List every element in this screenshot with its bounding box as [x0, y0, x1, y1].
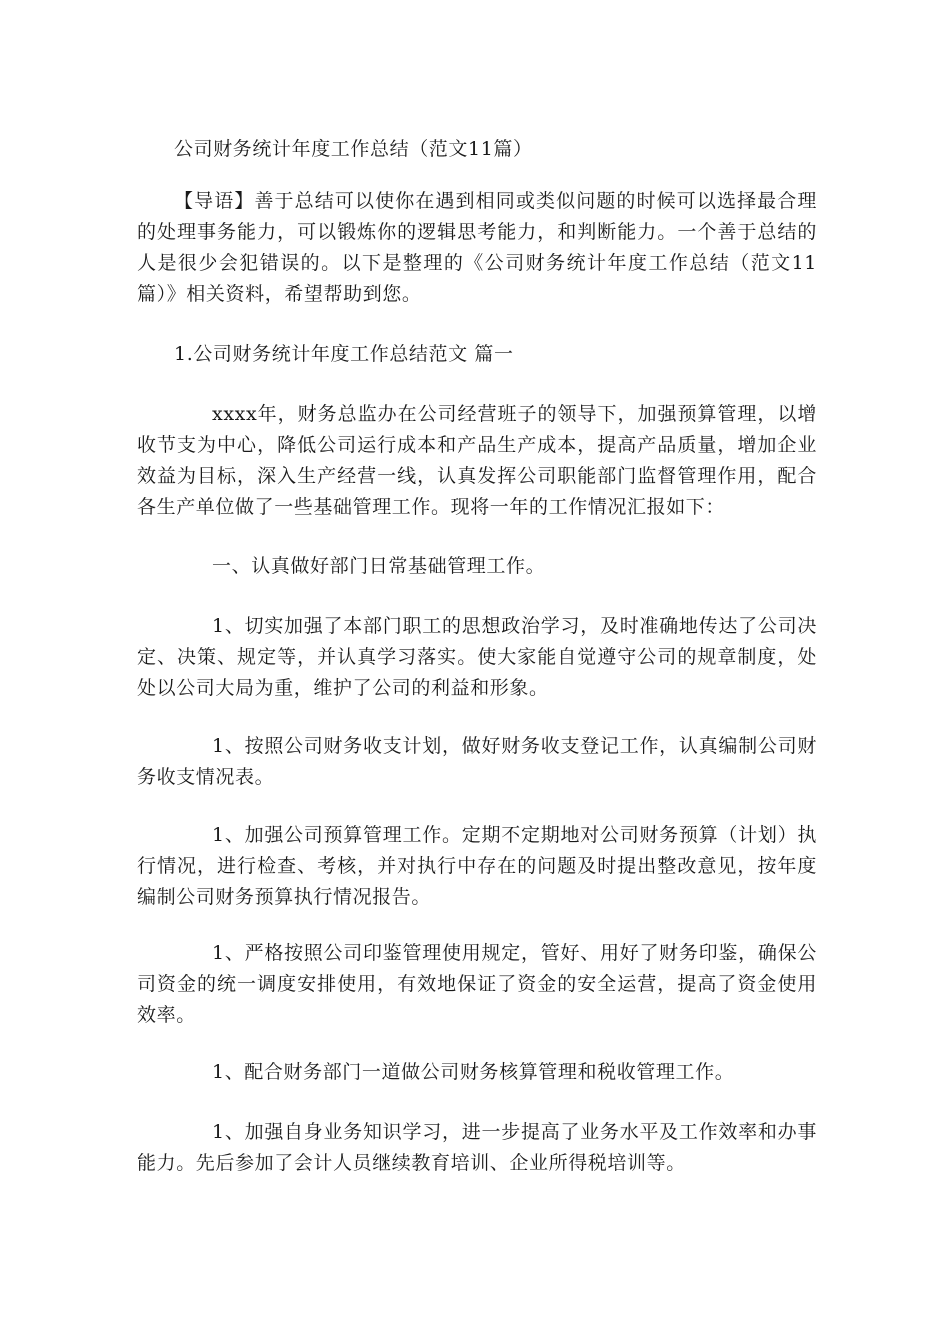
- list-item: 1、配合财务部门一道做公司财务核算管理和税收管理工作。: [212, 1061, 735, 1083]
- section-paragraph: xxxx年，财务总监办在公司经营班子的领导下，加强预算管理，以增收节支为中心，降低公司运行成本和产品生产成本，提高产品质量，增加企业效益为目标，深入生产经营一线，认真发挥公司职能部门监督管理作用，配合各生产单位做了一些基础管理工作。现将一年的工作情况汇报如下：: [137, 403, 817, 518]
- list-item: 1、加强自身业务知识学习，进一步提高了业务水平及工作效率和办事能力。先后参加了会计人员继续教育培训、企业所得税培训等。: [137, 1121, 817, 1174]
- list-item: 1、切实加强了本部门职工的思想政治学习，及时准确地传达了公司决定、决策、规定等，并认真学习落实。使大家能自觉遵守公司的规章制度，处处以公司大局为重，维护了公司的利益和形象。: [137, 615, 817, 699]
- section-heading: 1.公司财务统计年度工作总结范文 篇一: [174, 343, 514, 365]
- list-item: 1、加强公司预算管理工作。定期不定期地对公司财务预算（计划）执行情况，进行检查、考核，并对执行中存在的问题及时提出整改意见，按年度编制公司财务预算执行情况报告。: [137, 824, 817, 908]
- intro-paragraph: 【导语】善于总结可以使你在遇到相同或类似问题的时候可以选择最合理的处理事务能力，可以锻炼你的逻辑思考能力，和判断能力。一个善于总结的人是很少会犯错误的。以下是整理的《公司财务统计年度工作总结（范文11篇）》相关资料，希望帮助到您。: [137, 190, 817, 305]
- list-item: 1、严格按照公司印鉴管理使用规定，管好、用好了财务印鉴，确保公司资金的统一调度安排使用，有效地保证了资金的安全运营，提高了资金使用效率。: [137, 942, 817, 1026]
- list-item: 1、按照公司财务收支计划，做好财务收支登记工作，认真编制公司财务收支情况表。: [137, 735, 817, 788]
- subheading: 一、认真做好部门日常基础管理工作。: [212, 555, 546, 577]
- document-title: 公司财务统计年度工作总结（范文11篇）: [174, 138, 533, 160]
